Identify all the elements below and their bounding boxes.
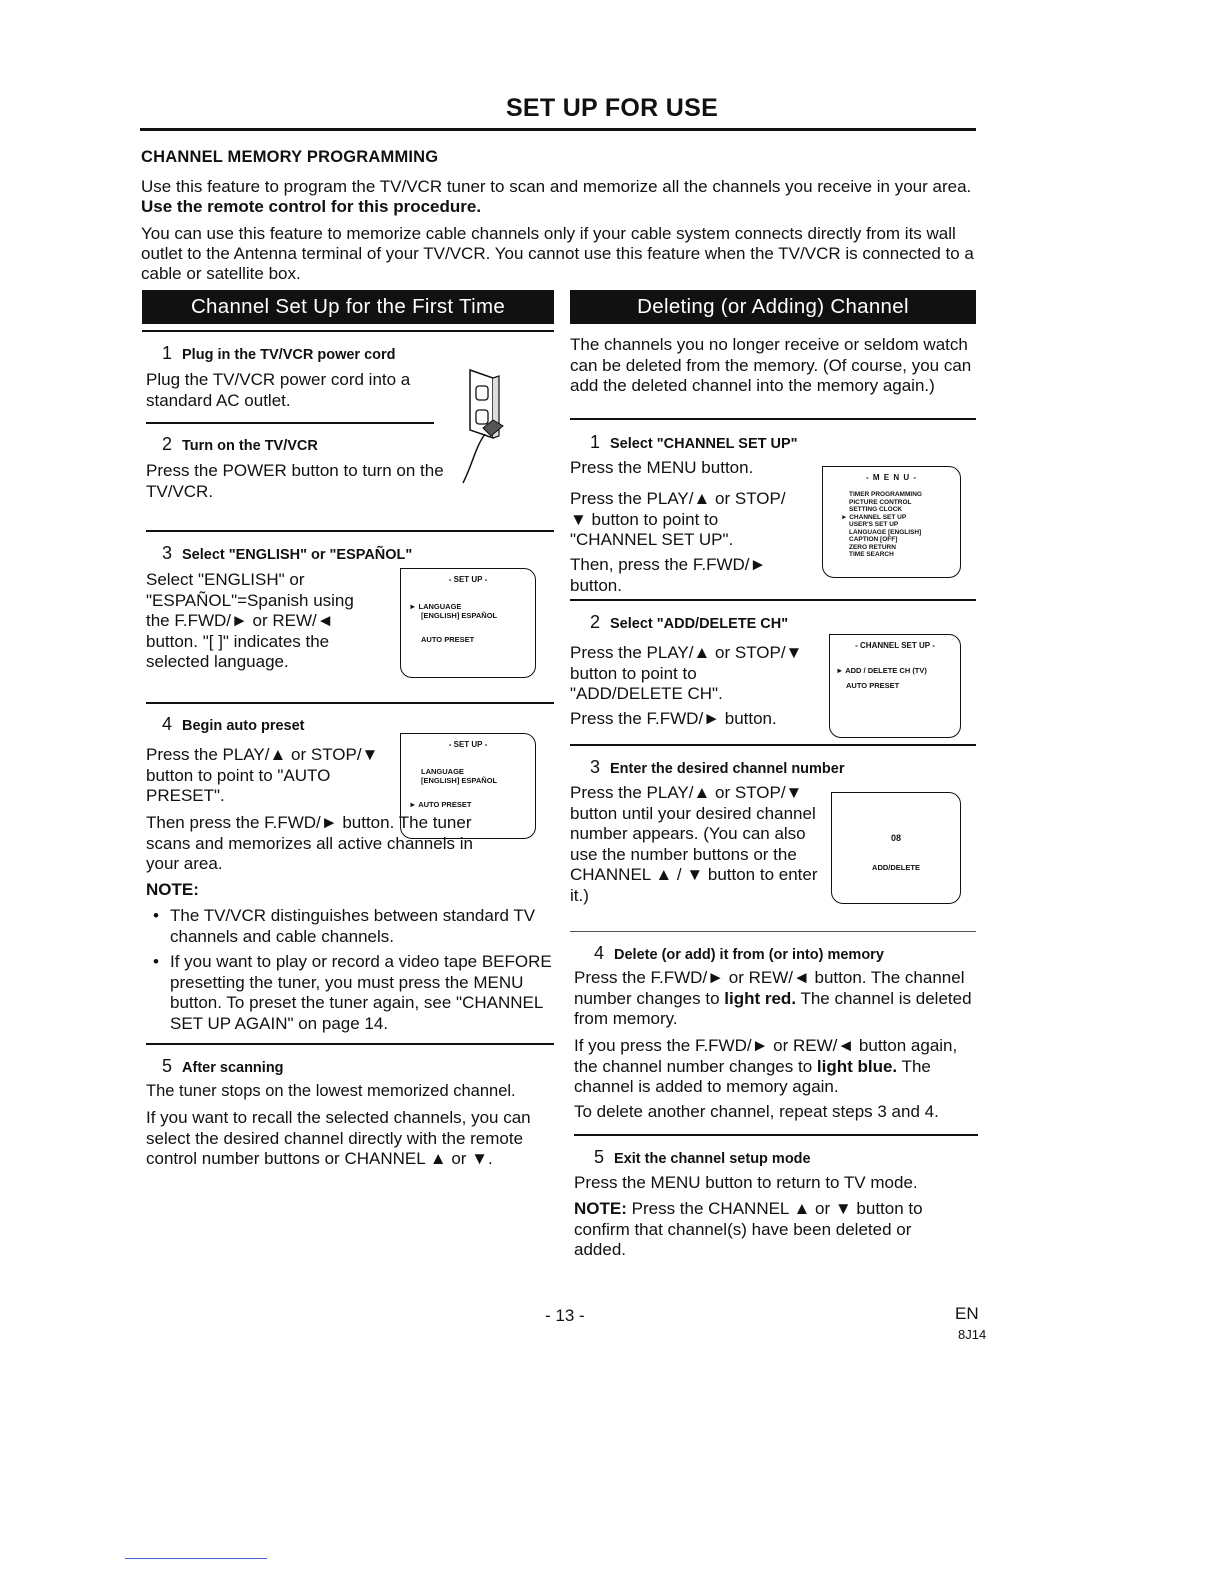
osd-setup-screen bbox=[400, 568, 536, 678]
step-text bbox=[574, 968, 982, 1030]
bullet-icon: • bbox=[153, 952, 159, 971]
intro-paragraph-1 bbox=[141, 177, 981, 217]
osd-header: - SET UP - bbox=[448, 575, 488, 584]
intro-text: Use this feature to program the TV/VCR tuner to scan and memorize all the channels you receive in your area. bbox=[141, 177, 972, 196]
ac-outlet-plug-illustration bbox=[455, 368, 545, 488]
step-text: If you want to recall the selected channels, you can select the desired channel directly with the remote control number buttons or CHANNEL ▲ or ▼. bbox=[146, 1108, 531, 1168]
divider bbox=[570, 418, 976, 420]
osd-row: ► LANGUAGE bbox=[409, 602, 462, 611]
title-rule bbox=[140, 128, 976, 131]
text-part: The channel is added to memory again. bbox=[574, 1056, 931, 1096]
step-text: Press the PLAY/▲ or STOP/▼ button to point to "ADD/DELETE CH". bbox=[570, 643, 803, 703]
step-text: The tuner stops on the lowest memorized channel. bbox=[146, 1082, 516, 1100]
osd-channel-number: 08 bbox=[890, 833, 901, 843]
step-note bbox=[574, 1199, 964, 1261]
step-text: Press the PLAY/▲ or STOP/▼ button until your desired channel number appears. (You can also use the number buttons or the CHANNEL ▲ / ▼ button to enter it.) bbox=[570, 783, 818, 905]
osd-row: [ENGLISH] ESPAÑOL bbox=[421, 776, 498, 785]
intro-bold-text: Use the remote control for this procedure. bbox=[141, 197, 482, 216]
step-title: Exit the channel setup mode bbox=[614, 1151, 811, 1167]
step-text: Press the PLAY/▲ or STOP/▼ button to point to "AUTO PRESET". bbox=[146, 745, 379, 805]
section-heading: CHANNEL MEMORY PROGRAMMING bbox=[141, 148, 439, 166]
osd-row: TIMER PROGRAMMING bbox=[849, 491, 922, 498]
divider bbox=[146, 702, 554, 704]
document-code: 8J14 bbox=[958, 1327, 987, 1342]
step-title: After scanning bbox=[182, 1060, 284, 1076]
bullet-text: The TV/VCR distinguishes between standard TV channels and cable channels. bbox=[170, 906, 536, 946]
left-banner: Channel Set Up for the First Time bbox=[142, 290, 554, 324]
text-part: Press the F.FWD/► or REW/◄ button. The channel number changes to bbox=[574, 968, 965, 1008]
text-part: The channel is deleted from memory. bbox=[574, 988, 972, 1028]
step-heading bbox=[594, 943, 884, 964]
step-heading bbox=[162, 1056, 284, 1077]
step-number: 4 bbox=[594, 943, 605, 963]
divider bbox=[570, 599, 976, 601]
step-text: Plug the TV/VCR power cord into a standard AC outlet. bbox=[146, 370, 411, 410]
divider bbox=[574, 1134, 978, 1136]
step-number: 1 bbox=[590, 432, 601, 452]
step-heading bbox=[162, 434, 318, 455]
step-text: Press the POWER button to turn on the TV/VCR. bbox=[146, 461, 444, 501]
step-number: 1 bbox=[162, 343, 173, 363]
step-title: Select "CHANNEL SET UP" bbox=[610, 436, 798, 452]
osd-row: ZERO RETURN bbox=[849, 543, 896, 551]
page-number: - 13 - bbox=[545, 1306, 585, 1325]
step-title: Enter the desired channel number bbox=[610, 761, 845, 777]
osd-row: ► AUTO PRESET bbox=[409, 800, 472, 809]
text-part: If you press the F.FWD/► or REW/◄ button again, the channel number changes to bbox=[574, 1036, 958, 1076]
osd-row: LANGUAGE [ENGLISH] bbox=[849, 528, 922, 536]
step-title: Delete (or add) it from (or into) memory bbox=[614, 947, 884, 963]
step-number: 3 bbox=[590, 757, 601, 777]
step-heading bbox=[590, 757, 845, 778]
osd-row: ► CHANNEL SET UP bbox=[841, 513, 907, 521]
step-text: Press the MENU button. bbox=[570, 458, 754, 477]
right-banner: Deleting (or Adding) Channel bbox=[570, 290, 976, 324]
osd-row: CAPTION [OFF] bbox=[849, 536, 898, 543]
osd-row: USER'S SET UP bbox=[849, 521, 899, 528]
osd-row: SETTING CLOCK bbox=[849, 506, 903, 513]
step-heading bbox=[162, 714, 304, 735]
divider bbox=[146, 1043, 554, 1045]
note-label: NOTE: bbox=[146, 880, 199, 899]
right-intro: The channels you no longer receive or seldom watch can be deleted from the memory. (Of course, you can add the deleted channel into the memory again.) bbox=[570, 335, 972, 395]
step-number: 2 bbox=[162, 434, 173, 454]
page-title: SET UP FOR USE bbox=[505, 94, 719, 122]
step-text: To delete another channel, repeat steps 3 and 4. bbox=[574, 1102, 939, 1121]
osd-row: [ENGLISH] ESPAÑOL bbox=[421, 611, 498, 620]
step-text: Press the MENU button to return to TV mode. bbox=[574, 1173, 918, 1192]
osd-row: ► ADD / DELETE CH (TV) bbox=[836, 666, 927, 675]
step-text bbox=[574, 1036, 982, 1098]
divider bbox=[146, 530, 554, 532]
divider bbox=[570, 931, 976, 932]
osd-row: AUTO PRESET bbox=[421, 635, 475, 644]
intro-paragraph-2: You can use this feature to memorize cable channels only if your cable system connects directly from its wall outlet to the Antenna terminal of your TV/VCR. You cannot use this feature when the TV/VCR is connected to a cable or satellite box. bbox=[141, 224, 974, 283]
step-title: Turn on the TV/VCR bbox=[182, 438, 318, 454]
step-text: Select "ENGLISH" or "ESPAÑOL"=Spanish using the F.FWD/► or REW/◄ button. "[ ]" indicates the selected language. bbox=[146, 570, 354, 671]
osd-header: - M E N U - bbox=[866, 473, 917, 482]
bullet-text: If you want to play or record a video tape BEFORE presetting the tuner, you must press the MENU button. To preset the tuner again, see "CHANNEL SET UP AGAIN" on page 14. bbox=[170, 952, 552, 1033]
step-text: Then, press the F.FWD/► button. bbox=[570, 555, 767, 595]
divider bbox=[146, 422, 434, 424]
osd-label: ADD/DELETE bbox=[872, 863, 920, 872]
bullet-icon: • bbox=[153, 906, 159, 925]
footnote-rule bbox=[125, 1558, 267, 1559]
osd-row: PICTURE CONTROL bbox=[849, 498, 912, 506]
divider bbox=[142, 330, 554, 332]
step-heading bbox=[594, 1147, 811, 1168]
emphasis-text: light blue. bbox=[816, 1056, 898, 1076]
step-title: Select "ADD/DELETE CH" bbox=[610, 616, 789, 632]
osd-row: TIME SEARCH bbox=[849, 551, 894, 558]
note-label: NOTE: bbox=[574, 1199, 627, 1218]
step-heading bbox=[590, 432, 798, 453]
step-heading bbox=[162, 343, 396, 364]
step-text: Press the F.FWD/► button. bbox=[570, 709, 777, 728]
step-number: 3 bbox=[162, 543, 173, 563]
osd-row: LANGUAGE bbox=[421, 767, 464, 776]
bullet-item bbox=[153, 906, 548, 947]
step-text: Then press the F.FWD/► button. The tuner scans and memorizes all active channels in your area. bbox=[146, 813, 473, 873]
step-title: Plug in the TV/VCR power cord bbox=[182, 347, 396, 363]
step-number: 2 bbox=[590, 612, 601, 632]
osd-header: - CHANNEL SET UP - bbox=[855, 641, 935, 650]
language-code: EN bbox=[955, 1304, 979, 1323]
step-title: Begin auto preset bbox=[182, 718, 305, 734]
step-number: 5 bbox=[162, 1056, 173, 1076]
osd-header: - SET UP - bbox=[448, 740, 488, 749]
step-title: Select "ENGLISH" or "ESPAÑOL" bbox=[182, 547, 413, 563]
step-number: 5 bbox=[594, 1147, 605, 1167]
osd-add-delete-screen bbox=[831, 792, 961, 904]
step-text: Press the PLAY/▲ or STOP/▼ button to point to "CHANNEL SET UP". bbox=[570, 489, 786, 549]
osd-row: AUTO PRESET bbox=[846, 681, 900, 690]
step-heading bbox=[590, 612, 788, 633]
note-text: Press the CHANNEL ▲ or ▼ button to confirm that channel(s) have been deleted or added. bbox=[574, 1199, 923, 1259]
osd-menu-screen bbox=[822, 466, 961, 578]
step-heading bbox=[162, 543, 412, 564]
bullet-item bbox=[153, 952, 552, 1034]
step-number: 4 bbox=[162, 714, 173, 734]
divider bbox=[570, 744, 976, 746]
emphasis-text: light red. bbox=[724, 988, 797, 1008]
osd-channel-setup-screen bbox=[829, 634, 961, 738]
